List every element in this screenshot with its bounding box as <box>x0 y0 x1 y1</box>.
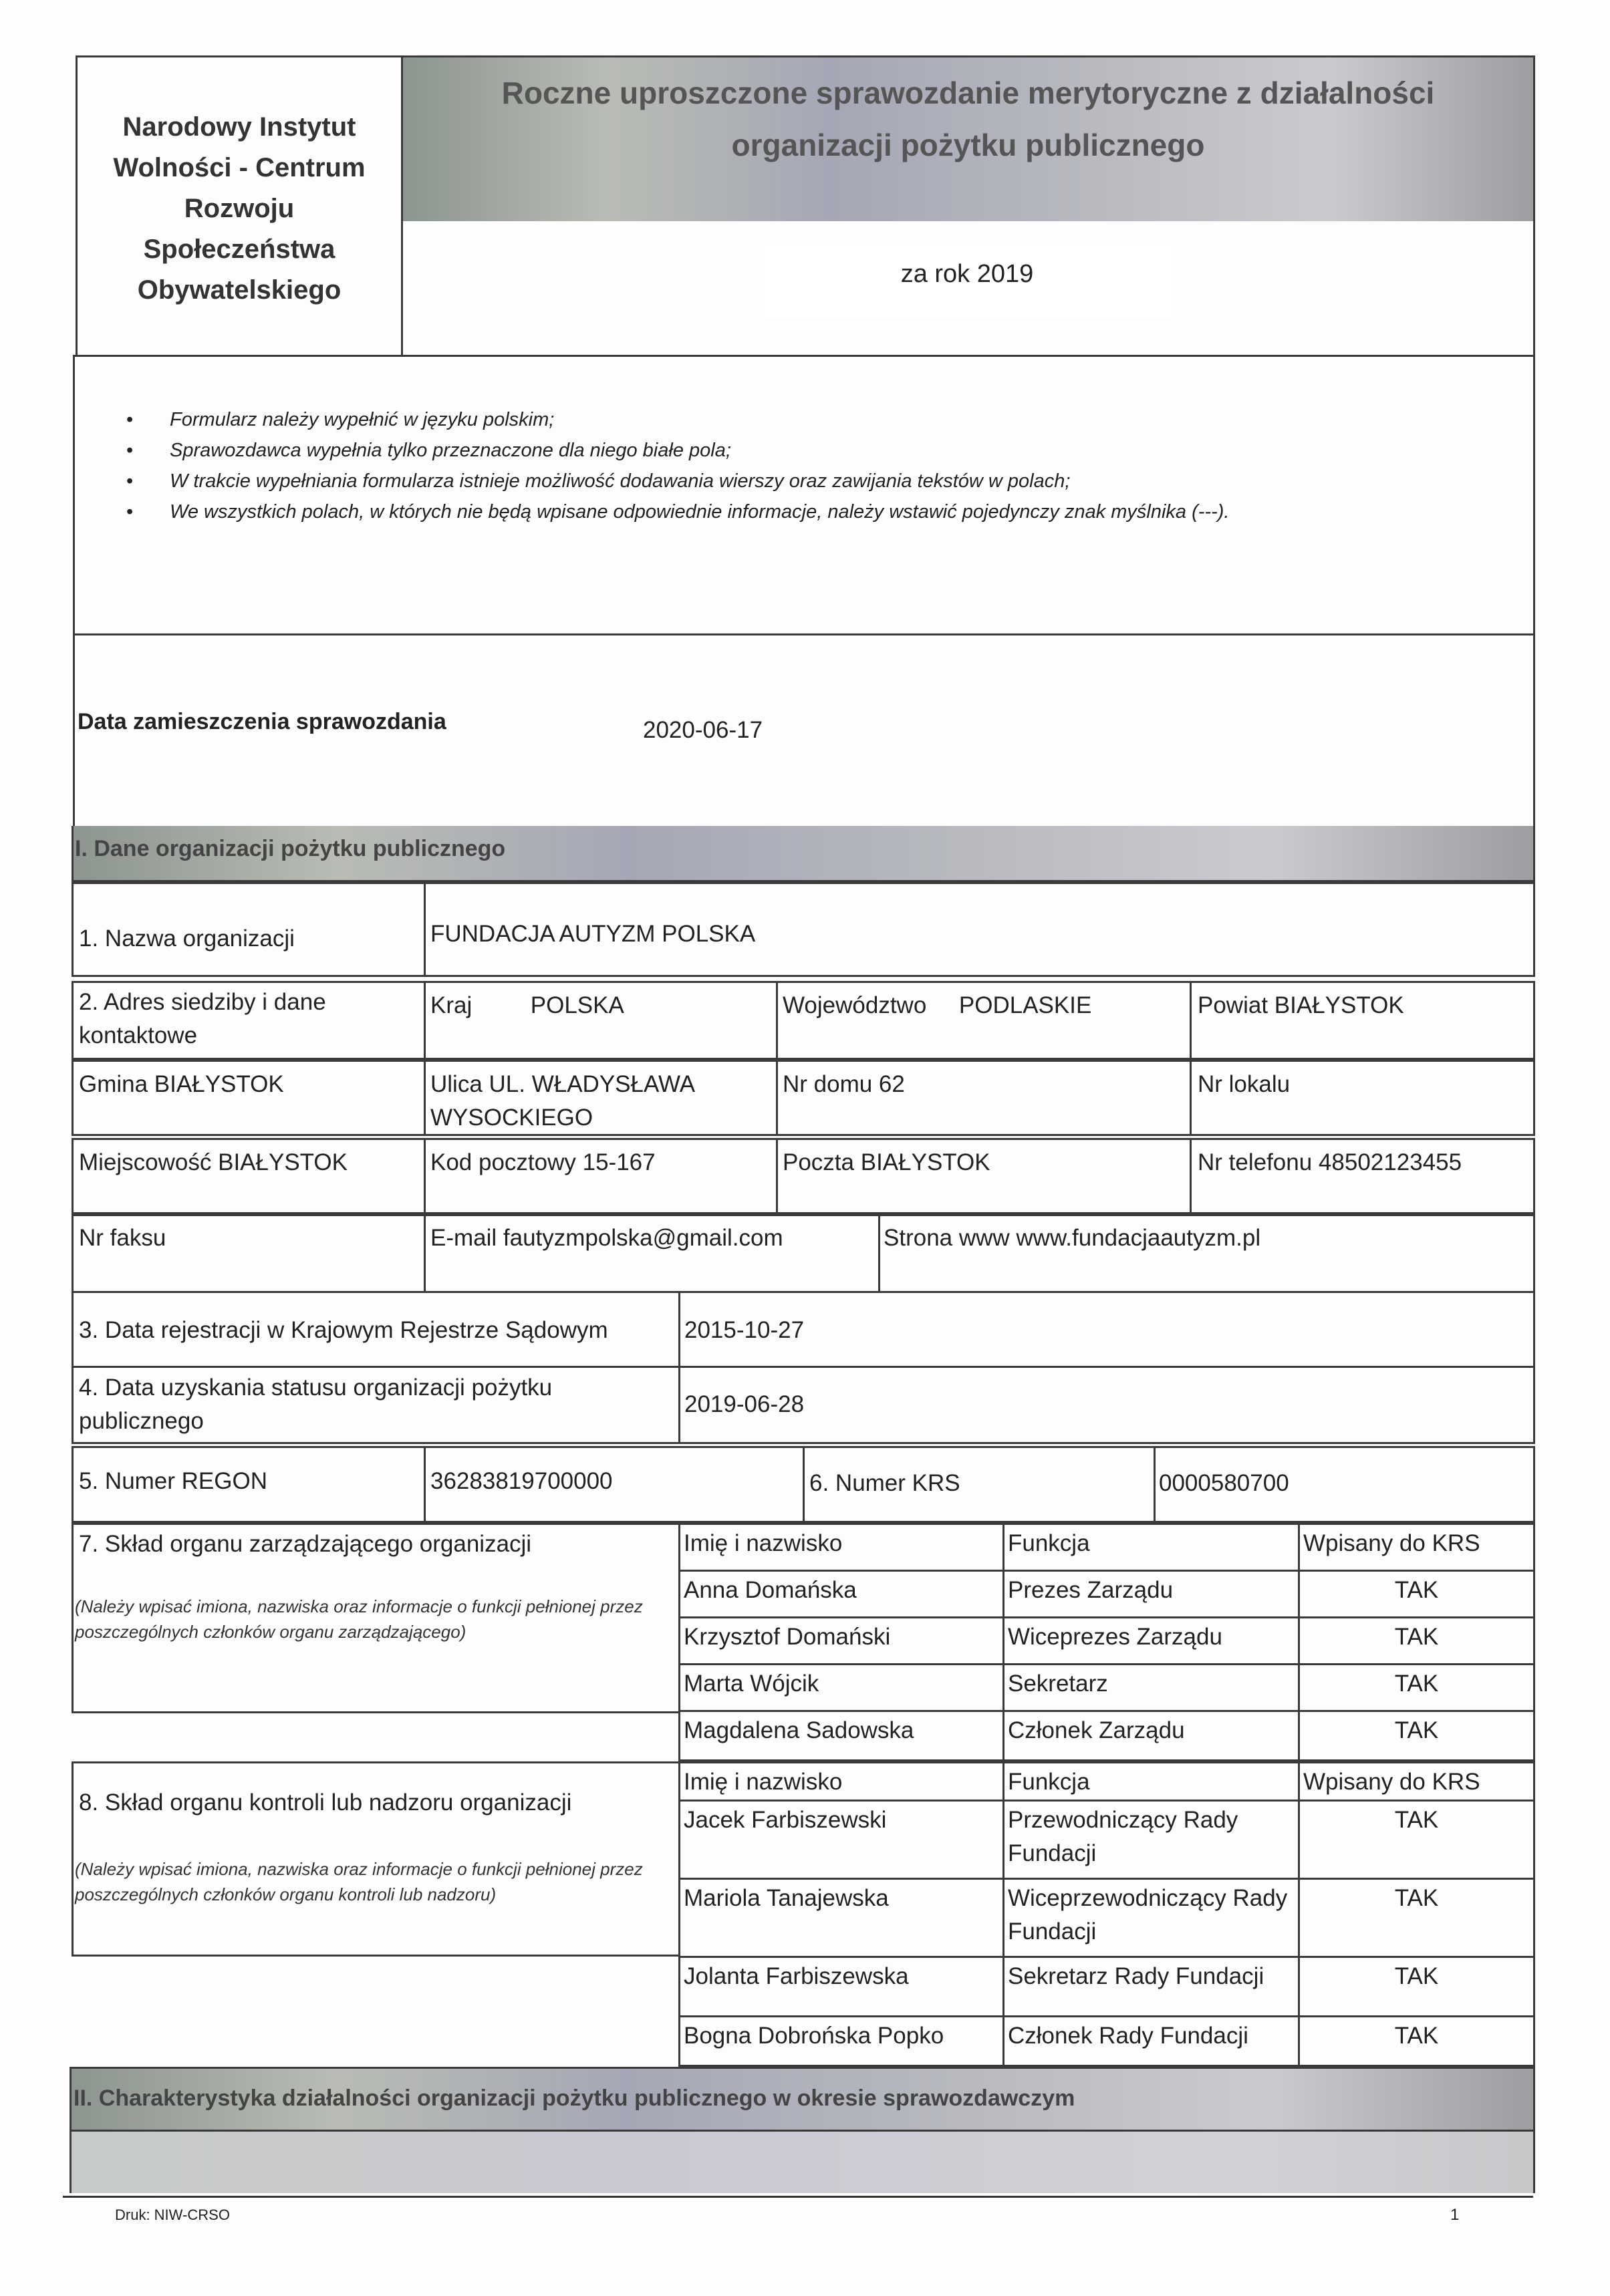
voivodeship-value: Województwo PODLASKIE <box>783 992 1092 1018</box>
krs-label: 6. Numer KRS <box>809 1470 960 1496</box>
org-name-label: 1. Nazwa organizacji <box>79 925 295 952</box>
publication-label: Data zamieszczenia sprawozdania <box>78 709 446 734</box>
krs-flag: TAK <box>1394 1717 1439 1743</box>
page-number: 1 <box>1450 2206 1460 2224</box>
krs-flag: TAK <box>1394 2023 1439 2049</box>
street-value: Ulica UL. WŁADYSŁAWA WYSOCKIEGO <box>430 1071 694 1131</box>
table-header-text: Funkcja <box>1008 1530 1090 1556</box>
instruction-item: • Sprawozdawca wypełnia tylko przeznaczone dla niego białe pola; <box>73 435 1530 466</box>
krs-date-label: 3. Data rejestracji w Krajowym Rejestrze Sądowym <box>79 1317 608 1343</box>
person-name: Jolanta Farbiszewska <box>684 1963 909 1989</box>
krs-date-value-cell <box>678 1291 1535 1368</box>
person-function: Wiceprzewodniczący Rady Fundacji <box>1008 1885 1288 1945</box>
person-function: Wiceprezes Zarządu <box>1008 1624 1222 1650</box>
krs-flag: TAK <box>1394 1671 1439 1697</box>
krs-date-value: 2015-10-27 <box>684 1317 805 1343</box>
regon-label: 5. Numer REGON <box>79 1468 267 1494</box>
person-function: Przewodniczący Rady Fundacji <box>1008 1807 1238 1866</box>
krs-flag: TAK <box>1394 1807 1439 1833</box>
country-value: Kraj POLSKA <box>430 992 624 1018</box>
board-note: (Należy wpisać imiona, nazwiska oraz informacje o funkcji pełnionej przez poszczególnych członków organu zarządzającego) <box>75 1596 643 1642</box>
opp-date-value-cell <box>678 1366 1535 1444</box>
person-function: Prezes Zarządu <box>1008 1577 1174 1603</box>
phone-value: Nr telefonu 48502123455 <box>1198 1149 1462 1175</box>
person-name: Krzysztof Domański <box>684 1624 891 1650</box>
report-year: za rok 2019 <box>900 260 1034 288</box>
address-label: 2. Adres siedziby i dane kontaktowe <box>79 989 326 1048</box>
table-header-text: Imię i nazwisko <box>684 1530 843 1556</box>
website-value: Strona www www.fundacjaautyzm.pl <box>884 1225 1261 1251</box>
institution-name: Narodowy Instytut Wolności - Centrum Rozwoju Społeczeństwa Obywatelskiego <box>113 112 366 305</box>
person-function: Członek Rady Fundacji <box>1008 2023 1248 2049</box>
table-header-text: Funkcja <box>1008 1769 1090 1795</box>
supervisory-label: 8. Skład organu kontroli lub nadzoru organizacji <box>79 1789 572 1816</box>
footer-rule <box>63 2196 1533 2198</box>
instructions-list <box>73 404 1530 527</box>
section1-title: I. Dane organizacji pożytku publicznego <box>75 836 506 861</box>
person-function: Sekretarz Rady Fundacji <box>1008 1963 1264 1989</box>
krs-flag: TAK <box>1394 1624 1439 1650</box>
person-name: Marta Wójcik <box>684 1671 819 1697</box>
person-function: Członek Zarządu <box>1008 1717 1185 1743</box>
footer-print-code: Druk: NIW-CRSO <box>115 2206 230 2223</box>
person-function: Sekretarz <box>1008 1671 1108 1697</box>
locality-value: Miejscowość BIAŁYSTOK <box>79 1149 348 1175</box>
report-title: Roczne uproszczone sprawozdanie merytoryczne z działalności organizacji pożytku publicznego <box>501 76 1435 162</box>
instruction-item: • W trakcie wypełniania formularza istnieje możliwość dodawania wierszy oraz zawijania tekstów w polach; <box>73 466 1530 496</box>
opp-date-label: 4. Data uzyskania statusu organizacji pożytku publicznego <box>79 1375 553 1434</box>
section2-content-band <box>70 2132 1535 2193</box>
district-value: Powiat BIAŁYSTOK <box>1198 992 1404 1018</box>
publication-date: 2020-06-17 <box>643 717 763 743</box>
regon-value: 36283819700000 <box>430 1468 613 1494</box>
supervisory-note: (Należy wpisać imiona, nazwiska oraz informacje o funkcji pełnionej przez poszczególnych członków organu kontroli lub nadzoru) <box>75 1859 643 1904</box>
person-name: Bogna Dobrońska Popko <box>684 2023 944 2049</box>
section2-title: II. Charakterystyka działalności organizacji pożytku publicznego w okresie sprawozdawczym <box>74 2086 1075 2111</box>
commune-value: Gmina BIAŁYSTOK <box>79 1071 284 1097</box>
apartment-number-value: Nr lokalu <box>1198 1071 1291 1097</box>
krs-flag: TAK <box>1394 1963 1439 1989</box>
instruction-item: • Formularz należy wypełnić w języku polskim; <box>73 404 1530 435</box>
instruction-item: • We wszystkich polach, w których nie będą wpisane odpowiednie informacje, należy wstawić pojedynczy znak myślnika (---). <box>73 496 1530 527</box>
org-name-value: FUNDACJA AUTYZM POLSKA <box>430 921 756 947</box>
person-name: Mariola Tanajewska <box>684 1885 889 1911</box>
person-name: Magdalena Sadowska <box>684 1717 914 1743</box>
opp-date-value: 2019-06-28 <box>684 1391 805 1417</box>
person-name: Jacek Farbiszewski <box>684 1807 887 1833</box>
krs-value: 0000580700 <box>1159 1470 1289 1496</box>
fax-value: Nr faksu <box>79 1225 166 1251</box>
table-header-text: Wpisany do KRS <box>1303 1769 1480 1795</box>
table-header-text: Wpisany do KRS <box>1303 1530 1480 1556</box>
email-value: E-mail fautyzmpolska@gmail.com <box>430 1225 783 1251</box>
house-number-value: Nr domu 62 <box>783 1071 905 1097</box>
krs-flag: TAK <box>1394 1885 1439 1911</box>
postal-code-value: Kod pocztowy 15-167 <box>430 1149 656 1175</box>
krs-flag: TAK <box>1394 1577 1439 1603</box>
post-office-value: Poczta BIAŁYSTOK <box>783 1149 990 1175</box>
table-header-text: Imię i nazwisko <box>684 1769 843 1795</box>
person-name: Anna Domańska <box>684 1577 857 1603</box>
board-label: 7. Skład organu zarządzającego organizacji <box>79 1531 532 1557</box>
